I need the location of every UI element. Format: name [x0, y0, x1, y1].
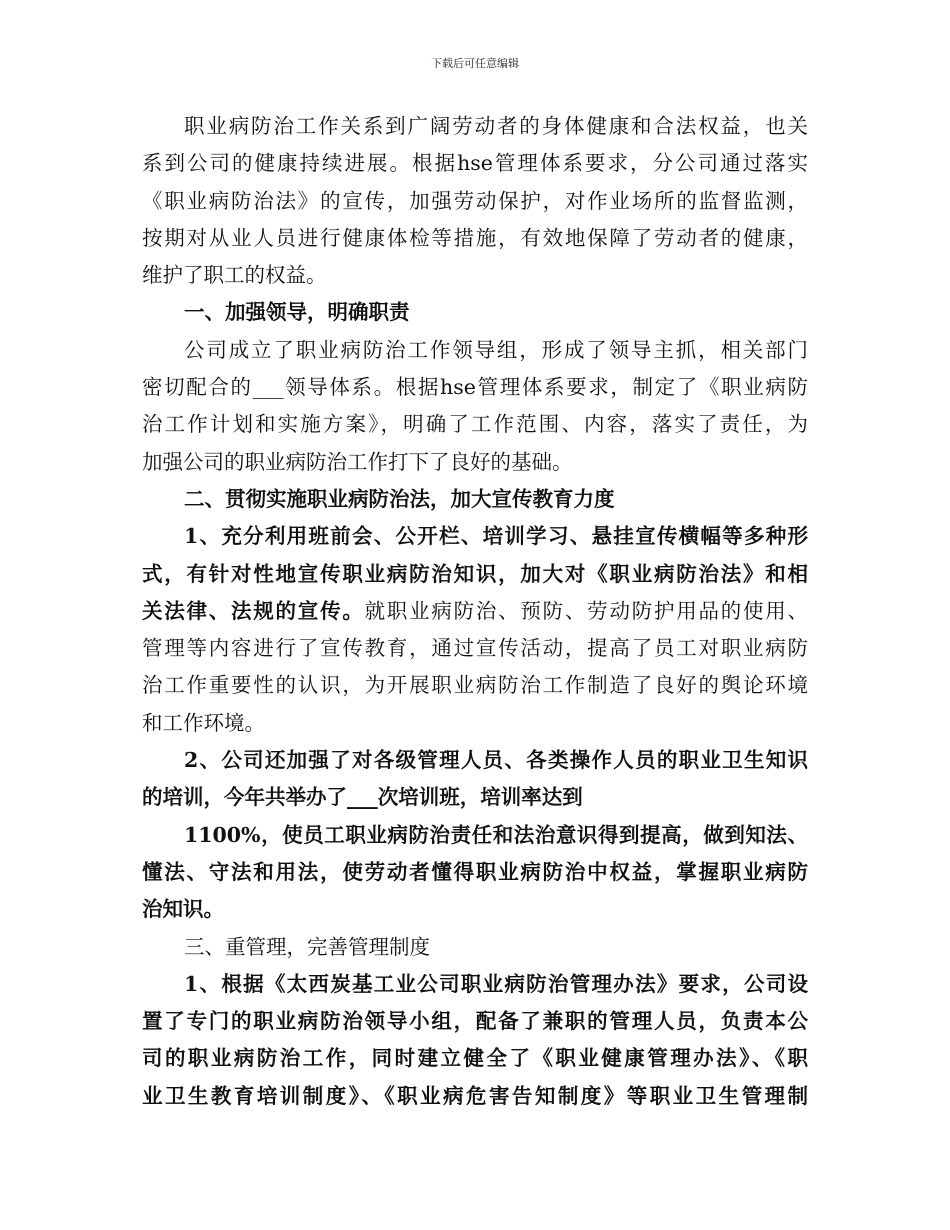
- line-text: 按期对从业人员进行健康体检等措施，有效地保障了劳动者的健康，: [142, 225, 808, 250]
- line-text: 系到公司的健康持续进展。根据hse管理体系要求，分公司通过落实: [142, 151, 808, 176]
- line-text: 1、充分利用班前会、公开栏、培训学习、悬挂宣传横幅等多种形: [184, 524, 808, 549]
- line-text: 维护了职工的权益。: [142, 263, 327, 288]
- line-text: 1100%，使员工职业病防治责任和法治意识得到提高，做到知法、: [184, 822, 808, 847]
- paragraph-line: [142, 1078, 808, 1115]
- line-text: 治工作重要性的认识，为开展职业病防治工作制造了良好的舆论环境: [142, 673, 808, 698]
- paragraph-line: [142, 1040, 808, 1077]
- paragraph-line: [142, 145, 808, 182]
- paragraph-line: [142, 294, 808, 331]
- line-text: 业卫生教育培训制度》、《职业病危害告知制度》等职业卫生管理制: [142, 1083, 808, 1108]
- paragraph-line: [142, 891, 808, 928]
- line-text: 管理等内容进行了宣传教育，通过宣传活动，提高了员工对职业病防: [142, 636, 808, 661]
- line-text: 公司成立了职业病防治工作领导组，形成了领导主抓，相关部门: [184, 337, 808, 362]
- paragraph-line: [142, 929, 808, 966]
- paragraph-line: [142, 444, 808, 481]
- line-text: 二、贯彻实施职业病防治法，加大宣传教育力度: [184, 486, 615, 511]
- paragraph-line: [142, 705, 808, 742]
- paragraph-line: [142, 108, 808, 145]
- paragraph-line: [142, 742, 808, 779]
- paragraph-line: [142, 630, 808, 667]
- line-text: 三、重管理，完善管理制度: [184, 934, 430, 959]
- paragraph-line: [142, 183, 808, 220]
- paragraph-line: [142, 593, 808, 630]
- line-text: 一、加强领导，明确职责: [184, 300, 410, 325]
- paragraph-line: [142, 518, 808, 555]
- paragraph-line: [142, 667, 808, 704]
- line-text: 关法律、法规的宣传。: [142, 598, 365, 623]
- line-text: 1、根据《太西炭基工业公司职业病防治管理办法》要求，公司设: [184, 971, 808, 996]
- document-body: [142, 108, 808, 1115]
- line-text: 司的职业病防治工作，同时建立健全了《职业健康管理办法》、《职: [142, 1046, 808, 1071]
- line-text: 职业病防治工作关系到广阔劳动者的身体健康和合法权益，也关: [184, 114, 808, 138]
- paragraph-line: [142, 220, 808, 257]
- line-text: 治工作计划和实施方案》，明确了工作范围、内容，落实了责任，为: [142, 412, 808, 437]
- paragraph-line: [142, 481, 808, 518]
- paragraph-line: [142, 556, 808, 593]
- page-header: 下载后可任意编辑: [431, 57, 519, 70]
- line-text: 密切配合的___领导体系。根据hse管理体系要求，制定了《职业病防: [142, 375, 808, 400]
- line-text: 的培训，今年共举办了___次培训班，培训率达到: [142, 785, 583, 810]
- line-text: 治知识。: [142, 897, 224, 922]
- line-text: 2、公司还加强了对各级管理人员、各类操作人员的职业卫生知识: [184, 748, 808, 773]
- line-text: 式，有针对性地宣传职业病防治知识，加大对《职业病防治法》和相: [142, 561, 808, 586]
- paragraph-line: [142, 332, 808, 369]
- paragraph-line: [142, 1003, 808, 1040]
- line-text-suffix: 就职业病防治、预防、劳动防护用品的使用、: [364, 598, 808, 623]
- paragraph-line: [142, 817, 808, 854]
- line-text: 置了专门的职业病防治领导小组，配备了兼职的管理人员，负责本公: [142, 1009, 808, 1034]
- paragraph-line: [142, 257, 808, 294]
- line-text: 《职业病防治法》的宣传，加强劳动保护，对作业场所的监督监测，: [142, 188, 808, 213]
- paragraph-line: [142, 854, 808, 891]
- line-text: 和工作环境。: [142, 710, 265, 735]
- paragraph-line: [142, 369, 808, 406]
- paragraph-line: [142, 966, 808, 1003]
- paragraph-line: [142, 406, 808, 443]
- line-text: 懂法、守法和用法，使劳动者懂得职业病防治中权益，掌握职业病防: [142, 859, 808, 884]
- paragraph-line: [142, 779, 808, 816]
- line-text: 加强公司的职业病防治工作打下了良好的基础。: [142, 449, 573, 474]
